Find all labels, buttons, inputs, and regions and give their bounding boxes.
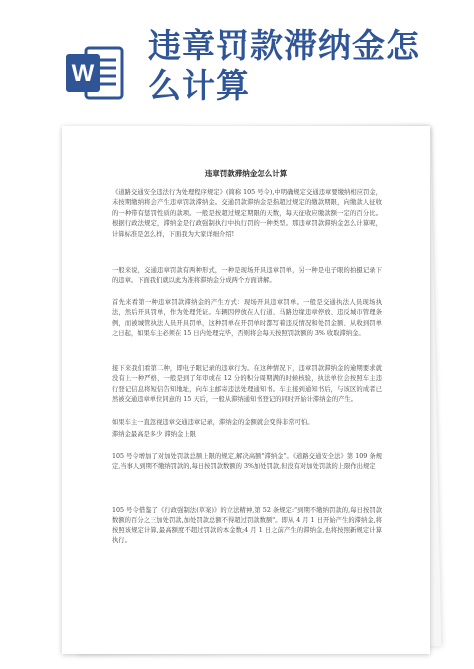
paragraph-intro: 《道路交通安全违法行为处理程序规定》(简称 105 号令),中明确规定交通违章要缴纳相应罚金，未按期缴纳将会产生违章罚款滞纳金。交通罚款滞纳金是指超过规定的缴款期限，向缴款人征收的一种带有惩罚性质的款项。一般是按超过规定期限的天数，每天征收应缴款额一定的百分比。根据行政法规定，滞纳金是行政强制执行中执行罚的一种类型。那违章罚款滞纳金怎么计算呢，计算标准是怎么样，下面我为大家详细介绍! xyxy=(112,189,382,238)
paragraph-law-1: 105 号令增加了对加处罚款总额上限的规定,解决高额"滞纳金"。《道路交通安全法》第 109 条规定,当事人到期不缴纳罚款的,每日按罚款数额的 3%加处罚款,但没有对加处罚款的上限作出规定 xyxy=(112,453,382,470)
paragraph-electronic-eye: 接下来我们看第二种，即电子眼记录的违章行为。在这种情况下，违章罚款滞纳金的逾期要求就没有上一种严格，一般是到了年审或在 12 分的积分周期满的时候核验，执法单位会按照车主违行登记信息将短信告知地址，向车主邮寄违法处理通知书。车主接到通知书后，与该区的成者已然被交通违章单位同意的 15 天后，一般从滞纳通知书登记的同时开始计滞纳金的产生。 xyxy=(112,365,382,404)
paragraph-types: 一般来说，交通违章罚款有两种形式，一种是现场开具违章罚单，另一种是电子眼的拍摄记录下的违章。下面我们就以此为准将滞纳金分成两个方面讲解。 xyxy=(112,267,382,285)
paragraph-law-2: 105 号令借鉴了《行政强制法(草案)》的立法精神,第 52 条规定:"到期不缴纳罚款的,每日按罚款数额的百分之三加处罚款,加处罚款总额不得超过罚款数额"。即从 4 月 1 日开始产生的滞纳金,将按照该规定计算,最高额度不超过罚款的本金数;4 月 1 日之前产生的滞纳金,也将按照新规定计算执行。 xyxy=(112,507,382,544)
document-page xyxy=(62,126,430,654)
document-title: 违章罚款滞纳金怎么计算 xyxy=(204,169,288,178)
paragraph-onsite-ticket: 首先来看第一种违章罚款滞纳金的产生方式：现场开具违章罚单。一般是交通执法人员现场执法，然后开具罚单，作为处理凭证。车辆因停放在人行道、马路边缘违章停放、违反城市管理条例，而被城管执法人员开具罚单，这种罚单在开罚单时都写着违反情况和处罚金额、从收到罚单之日起，如果车主必须在 15 日内处理完毕，否则将会每天按照罚款额的 3% 收取滞纳金。 xyxy=(112,299,382,338)
page-title-line-2: 么计算 xyxy=(148,66,250,105)
header-banner xyxy=(0,0,474,125)
paragraph-warning: 如果车主一直忽视违章交通违章记录，滞纳金的金额就会变得非常可怕。 xyxy=(112,419,314,426)
word-document-icon xyxy=(64,42,126,104)
word-icon-letter: W xyxy=(71,60,95,87)
section-heading-cap: 滞纳金最高是多少 滞纳金上限 xyxy=(112,431,196,438)
page-title-line-1: 违章罚款滞纳金怎 xyxy=(148,26,420,65)
